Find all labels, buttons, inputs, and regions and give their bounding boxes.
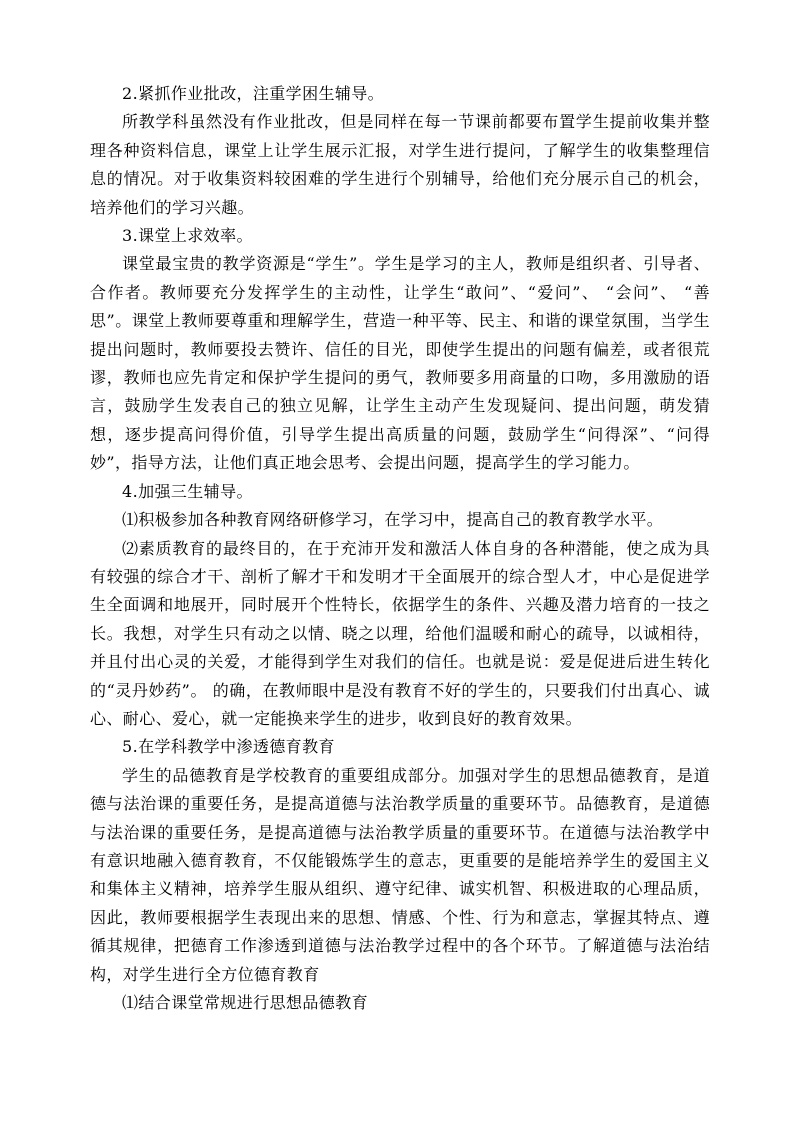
numbered-paragraph-1: ⑴积极参加各种教育网络研修学习，在学习中，提高自己的教育教学水平。 [122, 510, 664, 530]
section-heading-5: 5.在学科教学中渗透德育教育 [122, 737, 335, 757]
section-heading-4: 4.加强三生辅导。 [122, 481, 253, 501]
paragraph: 学生的品德教育是学校教育的重要组成部分。加强对学生的思想品德教育，是道德与法治课的重要任务，是提高道德与法治教学质量的重要环节。品德教育，是道德与法治课的重要任务，是提高道德与法治教学质量的重要环节。在道德与法治教学中有意识地融入德育教育，不仅能锻炼学生的意志，更重要的是能培养学生的爱国主义和集体主义精神，培养学生服从组织、遵守纪律、诚实机智、积极进取的心理品质，因此，教师要根据学生表现出来的思想、情感、个性、行为和意志，掌握其特点、遵循其规律，把德育工作渗透到道德与法治教学过程中的各个环节。了解道德与法治结构，对学生进行全方位德育教育 [90, 765, 710, 984]
section-heading-3: 3.课堂上求效率。 [122, 226, 253, 246]
document-page [90, 80, 710, 1017]
section-heading-2: 2.紧抓作业批改，注重学困生辅导。 [122, 84, 385, 103]
paragraph: 课堂最宝贵的教学资源是“学生”。学生是学习的主人，教师是组织者、引导者、合作者。教师要充分发挥学生的主动性，让学生“敢问”、“爱问”、 “会问”、 “善思”。课堂上教师要尊重和理解学生，营造一种平等、民主、和谐的课堂氛围，当学生提出问题时，教师要投去赞许、信任的目光，即使学生提出的问题有偏差，或者很荒谬，教师也应先肯定和保护学生提问的勇气，教师要多用商量的口吻，多用激励的语言，鼓励学生发表自己的独立见解，让学生主动产生发现疑问、提出问题，萌发猜想，逐步提高问得价值，引导学生提出高质量的问题，鼓励学生“问得深”、“问得妙”，指导方法，让他们真正地会思考、会提出问题，提高学生的学习能力。 [90, 254, 710, 473]
paragraph: 所教学科虽然没有作业批改，但是同样在每一节课前都要布置学生提前收集并整理各种资料信息，课堂上让学生展示汇报，对学生进行提问，了解学生的收集整理信息的情况。对于收集资料较困难的学生进行个别辅导，给他们充分展示自己的机会，培养他们的学习兴趣。 [90, 112, 710, 217]
numbered-paragraph-1: ⑴结合课堂常规进行思想品德教育 [122, 993, 369, 1012]
numbered-paragraph-2: ⑵素质教育的最终目的，在于充沛开发和激活人体自身的各种潜能，使之成为具有较强的综合才干、剖析了解才干和发明才干全面展开的综合型人才，中心是促进学生全面调和地展开，同时展开个性特长，依据学生的条件、兴趣及潜力培育的一技之长。我想，对学生只有动之以情、晓之以理，给他们温暖和耐心的疏导，以诚相待，并且付出心灵的关爱，才能得到学生对我们的信任。也就是说：爱是促进后进生转化的“灵丹妙药”。 的确，在教师眼中是没有教育不好的学生的，只要我们付出真心、诚心、耐心、爱心，就一定能换来学生的进步，收到良好的教育效果。 [90, 538, 710, 728]
